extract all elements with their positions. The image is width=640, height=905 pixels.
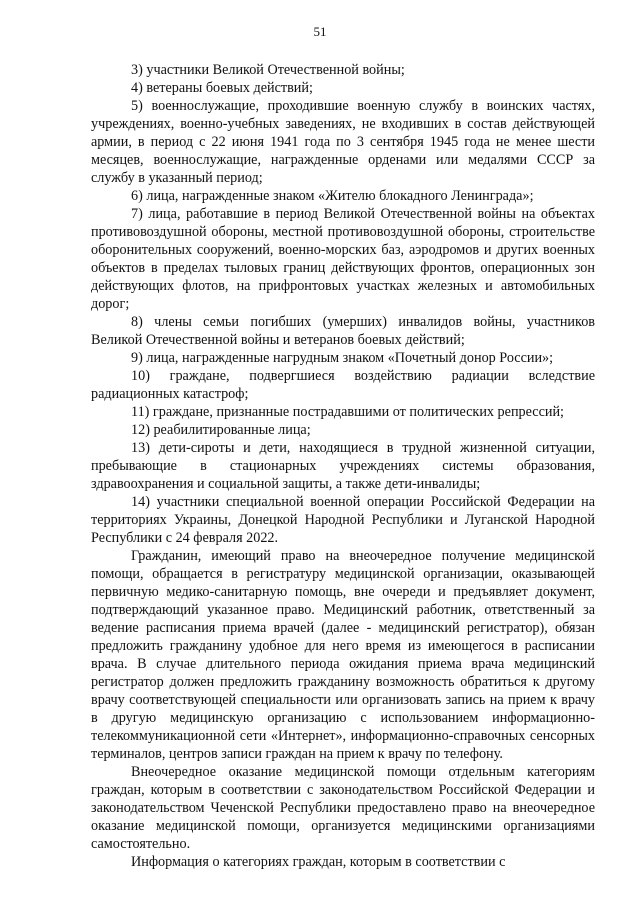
list-item-8: 8) члены семьи погибших (умерших) инвалидов войны, участников Великой Отечественной войны и ветеранов боевых действий; bbox=[91, 314, 595, 348]
page-number: 51 bbox=[313, 24, 327, 39]
list-item-12: 12) реабилитированные лица; bbox=[131, 422, 311, 438]
list-item-9: 9) лица, награжденные нагрудным знаком «Почетный донор России»; bbox=[131, 350, 554, 366]
paragraph-information: Информация о категориях граждан, которым в соответствии с bbox=[131, 854, 506, 870]
document-body bbox=[91, 61, 595, 871]
list-item-4: 4) ветераны боевых действий; bbox=[131, 80, 313, 96]
paragraph-registration-procedure: Гражданин, имеющий право на внеочередное получение медицинской помощи, обращается в регистратуру медицинской организации, оказывающей первичную медико-санитарную помощь, вне очереди и предъявляет документ, подтверждающий указанное право. Медицинский работник, ответственный за ведение расписания приема врачей (далее - медицинский регистратор), обязан предложить гражданину удобное для него время из имеющегося в расписании врача. В случае длительного периода ожидания приема врача медицинский регистратор должен предложить гражданину возможность обратиться к другому врачу соответствующей специальности или организовать запись на прием к врачу в другую медицинскую организацию с использованием информационно-телекоммуникационной сети «Интернет», информационно-справочных сенсорных терминалов, центров записи граждан на прием к врачу по телефону. bbox=[91, 548, 595, 762]
list-item-5: 5) военнослужащие, проходившие военную службу в воинских частях, учреждениях, военно-учебных заведениях, не входивших в состав действующей армии, в период с 22 июня 1941 года по 3 сентября 1945 года не менее шести месяцев, военнослужащие, награжденные орденами или медалями СССР за службу в указанный период; bbox=[91, 98, 595, 186]
list-item-7: 7) лица, работавшие в период Великой Отечественной войны на объектах противовоздушной обороны, местной противовоздушной обороны, строительстве оборонительных сооружений, военно-морских баз, аэродромов и других военных объектов в пределах тыловых границ действующих фронтов, операционных зон действующих флотов, на прифронтовых участках железных и автомобильных дорог; bbox=[91, 206, 595, 312]
list-item-11: 11) граждане, признанные пострадавшими от политических репрессий; bbox=[131, 404, 565, 420]
list-item-13: 13) дети-сироты и дети, находящиеся в трудной жизненной ситуации, пребывающие в стационарных учреждениях системы образования, здравоохранения и социальной защиты, а также дети-инвалиды; bbox=[91, 440, 595, 492]
list-item-6: 6) лица, награжденные знаком «Жителю блокадного Ленинграда»; bbox=[131, 188, 534, 204]
list-item-14: 14) участники специальной военной операции Российской Федерации на территориях Украины, Донецкой Народной Республики и Луганской Народной Республики с 24 февраля 2022. bbox=[91, 494, 595, 546]
list-item-3: 3) участники Великой Отечественной войны; bbox=[131, 62, 405, 78]
list-item-10: 10) граждане, подвергшиеся воздействию радиации вследствие радиационных катастроф; bbox=[91, 368, 595, 402]
paragraph-organization: Внеочередное оказание медицинской помощи отдельным категориям граждан, которым в соответствии с законодательством Российской Федерации и законодательством Чеченской Республики предоставлено право на внеочередное оказание медицинской помощи, организуется медицинскими организациями самостоятельно. bbox=[91, 764, 595, 852]
